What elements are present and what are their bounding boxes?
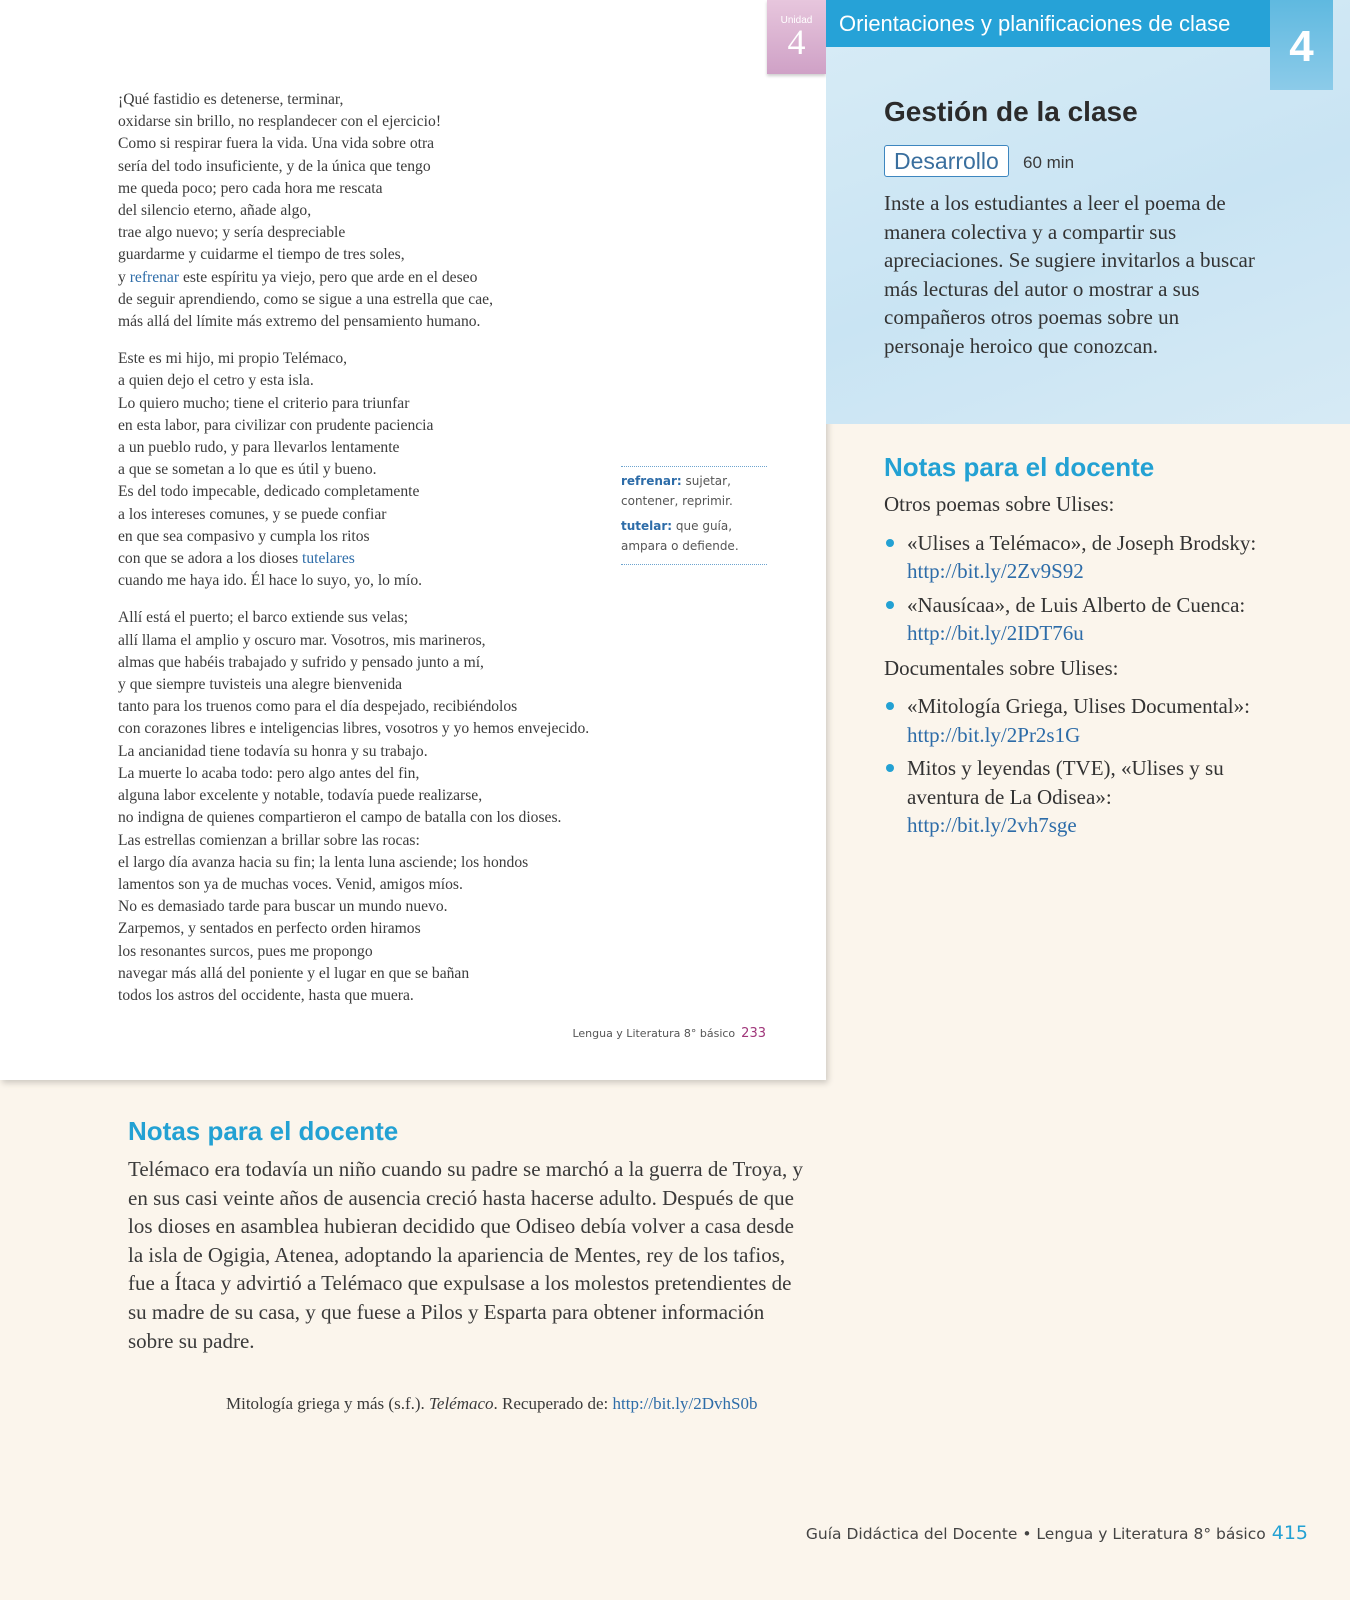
poems-intro: Otros poemas sobre Ulises: bbox=[884, 492, 1115, 516]
poem-line-text: con que se adora a los dioses bbox=[118, 550, 303, 568]
glossary-word: tutelares bbox=[302, 550, 355, 568]
list-item bbox=[884, 529, 1264, 586]
poem-line: trae algo nuevo; y sería despreciable bbox=[118, 224, 346, 242]
list-item-text: «Mitología Griega, Ulises Documental»: bbox=[907, 694, 1250, 718]
poem-line: ¡Qué fastidio es detenerse, terminar, bbox=[118, 91, 344, 108]
notes-right bbox=[884, 490, 1264, 846]
glossary bbox=[621, 466, 767, 565]
poem-line: Este es mi hijo, mi propio Telémaco, bbox=[118, 350, 348, 368]
stage-badge: Desarrollo bbox=[884, 145, 1009, 177]
resource-link[interactable]: http://bit.ly/2Zv9S92 bbox=[907, 559, 1084, 583]
poem-line: cuando me haya ido. Él hace lo suyo, yo, lo mío. bbox=[118, 572, 423, 590]
unit-tab bbox=[767, 0, 826, 74]
duration-label: 60 min bbox=[1023, 153, 1075, 172]
list-item bbox=[884, 754, 1264, 840]
poem-line: navegar más allá del poniente y el lugar en que se bañan bbox=[118, 964, 470, 982]
poem-line: sería del todo insuficiente, y de la única que tengo bbox=[118, 157, 431, 175]
list-item-text: «Nausícaa», de Luis Alberto de Cuenca: bbox=[907, 592, 1246, 617]
docs-intro: Documentales sobre Ulises: bbox=[884, 655, 1119, 680]
guide-page-number: 415 bbox=[1271, 1522, 1308, 1544]
notes-title-bottom: Notas para el docente bbox=[128, 1116, 399, 1146]
glossary-definition: que guía, ampara o defiende. bbox=[621, 519, 739, 553]
poem-line: a los intereses comunes, y se puede confiar bbox=[118, 505, 387, 523]
list-item-text: Mitos y leyendas (TVE), «Ulises y su aventura de La Odisea»: bbox=[907, 756, 1224, 809]
unit-label: Unidad bbox=[780, 15, 813, 26]
poem-line: La ancianidad tiene todavía su honra y su trabajo. bbox=[118, 742, 428, 760]
resource-link[interactable]: http://bit.ly/2IDT76u bbox=[907, 621, 1084, 645]
poem-line: del silencio eterno, añade algo, bbox=[118, 202, 312, 220]
student-page-number: 233 bbox=[741, 1026, 766, 1041]
glossary-definition: sujetar, contener, reprimir. bbox=[621, 474, 733, 508]
notes-title-right: Notas para el docente bbox=[884, 452, 1155, 482]
student-page bbox=[0, 0, 826, 1080]
header-unit-box bbox=[1270, 0, 1333, 90]
poem-line: a quien dejo el cetro y esta isla. bbox=[118, 372, 314, 390]
resource-link[interactable]: http://bit.ly/2Pr2s1G bbox=[907, 722, 1081, 747]
unit-number: 4 bbox=[787, 22, 806, 62]
poem-line: no indigna de quienes compartieron el campo de batalla con los dioses. bbox=[118, 809, 562, 827]
poem-line: La muerte lo acaba todo: pero algo antes del fin, bbox=[118, 764, 420, 782]
poem-line: Como si respirar fuera la vida. Una vida sobre otra bbox=[118, 135, 435, 153]
poem-line: a un pueblo rudo, y para llevarlos lentamente bbox=[118, 439, 400, 457]
poem-line: y que siempre tuvisteis una alegre bienvenida bbox=[118, 676, 403, 694]
poem-stanza bbox=[118, 89, 718, 333]
header-unit-number: 4 bbox=[1289, 22, 1314, 71]
student-page-footer bbox=[572, 1026, 766, 1041]
poem-line bbox=[118, 267, 718, 289]
poem-line: en esta labor, para civilizar con prudente paciencia bbox=[118, 416, 434, 434]
poem-line: más allá del límite más extremo del pensamiento humano. bbox=[118, 313, 481, 331]
bullet-icon bbox=[886, 539, 894, 547]
poem-line: almas que habéis trabajado y sufrido y pensado junto a mí, bbox=[118, 653, 484, 671]
poem-line: todos los astros del occidente, hasta que muera. bbox=[118, 986, 414, 1004]
poem-line: el largo día avanza hacia su fin; la lenta luna asciende; los hondos bbox=[118, 853, 529, 871]
guide-footer-text: Guía Didáctica del Docente • Lengua y Literatura 8° básico bbox=[805, 1525, 1266, 1543]
poem-line: en que sea compasivo y cumpla los ritos bbox=[118, 527, 370, 545]
poems-list bbox=[884, 529, 1264, 648]
poem-line: Allí está el puerto; el barco extiende sus velas; bbox=[118, 609, 409, 627]
poem-line: de seguir aprendiendo, como se sigue a una estrella que cae, bbox=[118, 290, 493, 308]
poem-line: los resonantes surcos, pues me propongo bbox=[118, 942, 373, 960]
bullet-icon bbox=[886, 702, 894, 710]
glossary-entry bbox=[621, 517, 767, 556]
gestion-title: Gestión de la clase bbox=[884, 96, 1138, 127]
poem-line: tanto para los truenos como para el día despejado, recibiéndolos bbox=[118, 698, 518, 716]
poem-line: a que se sometan a lo que es útil y bueno. bbox=[118, 461, 377, 479]
poem-line: alguna labor excelente y notable, todavía puede realizarse, bbox=[118, 787, 483, 805]
poem-line: lamentos son ya de muchas voces. Venid, amigos míos. bbox=[118, 875, 463, 893]
poem-line: Es del todo impecable, dedicado completamente bbox=[118, 483, 420, 501]
glossary-term: tutelar: bbox=[621, 519, 673, 533]
student-footer-text: Lengua y Literatura 8° básico bbox=[572, 1027, 736, 1040]
bullet-icon bbox=[886, 601, 894, 609]
docs-list bbox=[884, 692, 1264, 840]
poem-line-text: y bbox=[118, 268, 130, 286]
citation-source: Mitología griega y más (s.f.). bbox=[226, 1394, 430, 1413]
citation bbox=[226, 1394, 758, 1414]
poem-line: No es demasiado tarde para buscar un mundo nuevo. bbox=[118, 898, 448, 916]
poem-line: Zarpemos, y sentados en perfecto orden hiramos bbox=[118, 920, 421, 938]
poem-line: Las estrellas comienzan a brillar sobre las rocas: bbox=[118, 831, 420, 849]
poem-line: con corazones libres e inteligencias libres, vosotros y yo hemos envejecido. bbox=[118, 720, 590, 738]
poem-line: Lo quiero mucho; tiene el criterio para triunfar bbox=[118, 394, 410, 412]
poem-stanza bbox=[118, 607, 718, 1007]
list-item-text: «Ulises a Telémaco», de Joseph Brodsky: bbox=[907, 530, 1257, 555]
poem-line: guardarme y cuidarme el tiempo de tres soles, bbox=[118, 246, 405, 264]
gestion-body: Inste a los estudiantes a leer el poema de manera colectiva y a compartir sus apreciaciones. Se sugiere invitarlos a buscar más lecturas del autor o mostrar a sus compañeros otros poemas sobre un personaje heroico que conozcan. bbox=[884, 191, 1255, 358]
poem-line: me queda poco; pero cada hora me rescata bbox=[118, 179, 383, 197]
notes-bottom-body: Telémaco era todavía un niño cuando su padre se marchó a la guerra de Troya, y en sus casi veinte años de ausencia creció hasta hacerse adulto. Después de que los dioses en asamblea hubieran decidido que Odiseo debía volver a casa desde la isla de Ogigia, Atenea, adoptando la apariencia de Mentes, rey de los tafios, fue a Ítaca y advirtió a Telémaco que expulsase a los molestos pretendientes de su madre de su casa, y que fuese a Pilos y Esparta para obtener información sobre su padre. bbox=[128, 1157, 803, 1353]
citation-link[interactable]: http://bit.ly/2DvhS0b bbox=[612, 1394, 758, 1413]
poem-line: allí llama el amplio y oscuro mar. Vosotros, mis marineros, bbox=[118, 631, 486, 649]
list-item bbox=[884, 692, 1264, 749]
header-title: Orientaciones y planificaciones de clase bbox=[839, 11, 1231, 36]
list-item bbox=[884, 591, 1264, 648]
citation-retrieved: . Recuperado de: bbox=[493, 1394, 613, 1413]
poem-line: oxidarse sin brillo, no resplandecer con el ejercicio! bbox=[118, 113, 442, 131]
poem-line-text: este espíritu ya viejo, pero que arde en el deseo bbox=[179, 268, 478, 286]
bullet-icon bbox=[886, 764, 894, 772]
glossary-entry bbox=[621, 472, 767, 511]
glossary-term: refrenar: bbox=[621, 474, 682, 488]
glossary-word: refrenar bbox=[129, 268, 180, 286]
citation-title: Telémaco bbox=[429, 1394, 494, 1413]
resource-link[interactable]: http://bit.ly/2vh7sge bbox=[907, 813, 1077, 837]
guide-footer bbox=[806, 1522, 1308, 1544]
